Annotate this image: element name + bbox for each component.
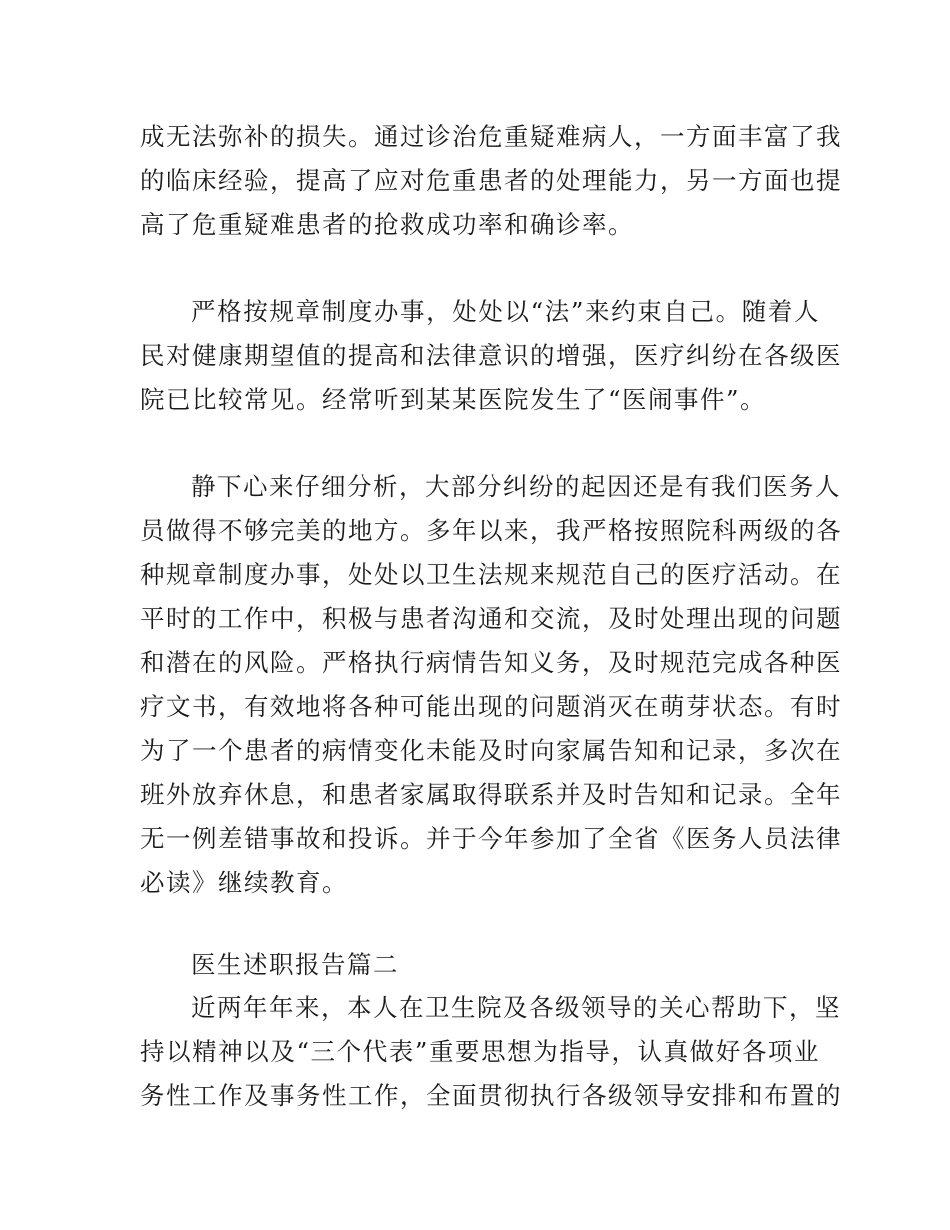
paragraph-line: 班外放弃休息，和患者家属取得联系并及时告知和记录。全年 — [140, 780, 842, 809]
paragraph-3 — [140, 465, 842, 905]
paragraph-line: 必读》继续教育。 — [140, 868, 348, 897]
paragraph-line: 为了一个患者的病情变化未能及时向家属告知和记录，多次在 — [140, 736, 842, 765]
section-heading: 医生述职报告篇二 — [191, 950, 399, 979]
paragraph-line: 和潜在的风险。严格执行病情告知义务，及时规范完成各种医 — [140, 648, 842, 677]
paragraph-line: 疗文书，有效地将各种可能出现的问题消灭在萌芽状态。有时 — [140, 692, 842, 721]
paragraph-4 — [140, 986, 842, 1118]
paragraph-line: 严格按规章制度办事，处处以“法”来约束自己。随着人 — [191, 297, 820, 326]
paragraph-line: 静下心来仔细分析，大部分纠纷的起因还是有我们医务人 — [191, 472, 841, 501]
paragraph-line: 持以精神以及“三个代表”重要思想为指导，认真做好各项业 — [140, 1037, 820, 1066]
paragraph-line: 院已比较常见。经常听到某某医院发生了“医闹事件”。 — [140, 385, 767, 414]
paragraph-line: 成无法弥补的损失。通过诊治危重疑难病人，一方面丰富了我 — [140, 122, 842, 151]
paragraph-1 — [140, 115, 842, 247]
paragraph-line: 务性工作及事务性工作，全面贯彻执行各级领导安排和布置的 — [140, 1081, 842, 1110]
paragraph-2 — [140, 290, 842, 422]
paragraph-line: 民对健康期望值的提高和法律意识的增强，医疗纠纷在各级医 — [140, 341, 842, 370]
paragraph-line: 高了危重疑难患者的抢救成功率和确诊率。 — [140, 210, 634, 239]
paragraph-line: 员做得不够完美的地方。多年以来，我严格按照院科两级的各 — [140, 516, 842, 545]
paragraph-line: 的临床经验，提高了应对危重患者的处理能力，另一方面也提 — [140, 166, 842, 195]
paragraph-line: 无一例差错事故和投诉。并于今年参加了全省《医务人员法律 — [140, 824, 842, 853]
paragraph-line: 平时的工作中，积极与患者沟通和交流，及时处理出现的问题 — [140, 604, 842, 633]
paragraph-line: 近两年年来，本人在卫生院及各级领导的关心帮助下，坚 — [191, 993, 841, 1022]
paragraph-line: 种规章制度办事，处处以卫生法规来规范自己的医疗活动。在 — [140, 560, 842, 589]
